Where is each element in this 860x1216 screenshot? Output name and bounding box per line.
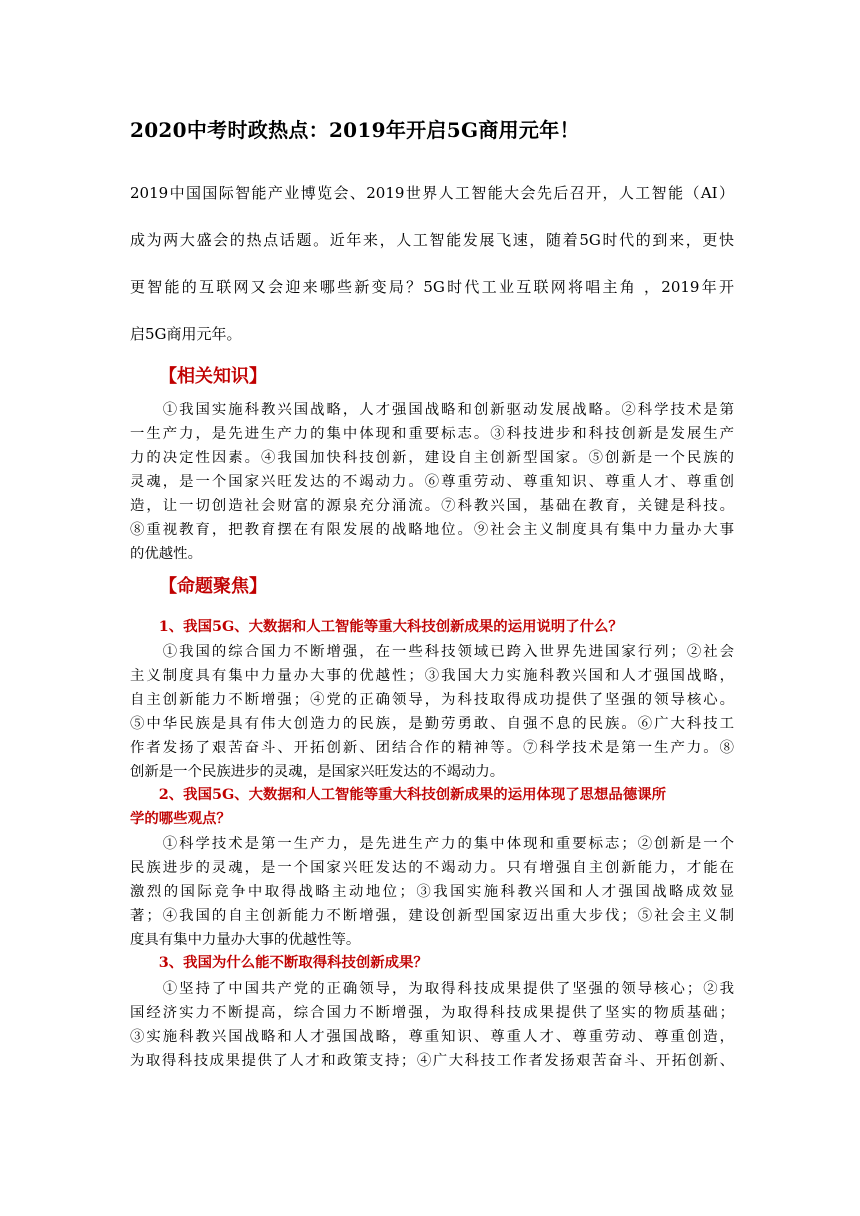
intro-line: 成为两大盛会的热点话题。近年来，人工智能发展飞速，随着5G时代的到来，更快 xyxy=(130,231,734,249)
text-line: ③实施科教兴国战略和人才强国战略，尊重知识、尊重人才、尊重劳动、尊重创造， xyxy=(130,1029,734,1045)
page-title: 2020中考时政热点：2019年开启5G商用元年！ xyxy=(130,118,580,142)
answer-2 xyxy=(130,832,734,952)
intro-line: 2019中国国际智能产业博览会、2019世界人工智能大会先后召开，人工智能（AI） xyxy=(130,184,734,202)
text-line: 民族进步的灵魂，是一个国家兴旺发达的不竭动力。只有增强自主创新能力，才能在 xyxy=(130,860,734,876)
text-line: 力的决定性因素。④我国加快科技创新，建设自主创新型国家。⑤创新是一个民族的 xyxy=(130,450,734,466)
intro-line: 启5G商用元年。 xyxy=(130,325,242,343)
answer-1 xyxy=(130,640,734,784)
text-line: 的优越性。 xyxy=(130,546,202,562)
text-line: 国经济实力不断提高，综合国力不断增强，为取得科技成果提供了坚实的物质基础； xyxy=(130,1005,734,1021)
text-line: ①坚持了中国共产党的正确领导，为取得科技成果提供了坚强的领导核心；②我 xyxy=(130,981,734,997)
text-line: ①科学技术是第一生产力，是先进生产力的集中体现和重要标志；②创新是一个 xyxy=(130,836,734,852)
section-heading-knowledge: 【相关知识】 xyxy=(159,366,267,387)
text-line: 创新是一个民族进步的灵魂，是国家兴旺发达的不竭动力。 xyxy=(130,764,505,780)
text-line: 作者发扬了艰苦奋斗、开拓创新、团结合作的精神等。⑦科学技术是第一生产力。⑧ xyxy=(130,740,734,756)
question-line: 3、我国为什么能不断取得科技创新成果？ xyxy=(130,954,428,971)
text-line: 造，让一切创造社会财富的源泉充分涌流。⑦科教兴国，基础在教育，关键是科技。 xyxy=(130,498,734,514)
intro-paragraph xyxy=(130,170,734,358)
question-1 xyxy=(130,615,734,639)
text-line: ⑧重视教育，把教育摆在有限发展的战略地位。⑨社会主义制度具有集中力量办大事 xyxy=(130,522,734,538)
text-line: ①我国实施科教兴国战略，人才强国战略和创新驱动发展战略。②科学技术是第 xyxy=(130,402,734,418)
intro-line: 更智能的互联网又会迎来哪些新变局？5G时代工业互联网将唱主角 ，2019年开 xyxy=(130,278,734,296)
section-heading-focus: 【命题聚焦】 xyxy=(159,576,267,597)
text-line: 度具有集中力量办大事的优越性等。 xyxy=(130,932,361,948)
text-line: 自主创新能力不断增强；④党的正确领导，为科技取得成功提供了坚强的领导核心。 xyxy=(130,692,734,708)
text-line: 一生产力，是先进生产力的集中体现和重要标志。③科技进步和科技创新是发展生产 xyxy=(130,426,734,442)
text-line: 为取得科技成果提供了人才和政策支持；④广大科技工作者发扬艰苦奋斗、开拓创新、 xyxy=(130,1053,734,1069)
question-line: 学的哪些观点？ xyxy=(130,810,231,827)
answer-3 xyxy=(130,977,734,1073)
question-2 xyxy=(130,783,734,831)
text-line: 激烈的国际竞争中取得战略主动地位；③我国实施科教兴国和人才强国战略成效显 xyxy=(130,884,734,900)
text-line: ⑤中华民族是具有伟大创造力的民族，是勤劳勇敢、自强不息的民族。⑥广大科技工 xyxy=(130,716,734,732)
text-line: 灵魂，是一个国家兴旺发达的不竭动力。⑥尊重劳动、尊重知识、尊重人才、尊重创 xyxy=(130,474,734,490)
question-line: 1、我国5G、大数据和人工智能等重大科技创新成果的运用说明了什么？ xyxy=(130,618,623,635)
text-line: ①我国的综合国力不断增强，在一些科技领域已跨入世界先进国家行列；②社会 xyxy=(130,644,734,660)
text-line: 著；④我国的自主创新能力不断增强，建设创新型国家迈出重大步伐；⑤社会主义制 xyxy=(130,908,734,924)
question-3 xyxy=(130,951,734,975)
question-line: 2、我国5G、大数据和人工智能等重大科技创新成果的运用体现了思想品德课所 xyxy=(130,786,666,803)
knowledge-paragraph xyxy=(130,398,734,566)
text-line: 主义制度具有集中力量办大事的优越性；③我国大力实施科教兴国和人才强国战略， xyxy=(130,668,734,684)
